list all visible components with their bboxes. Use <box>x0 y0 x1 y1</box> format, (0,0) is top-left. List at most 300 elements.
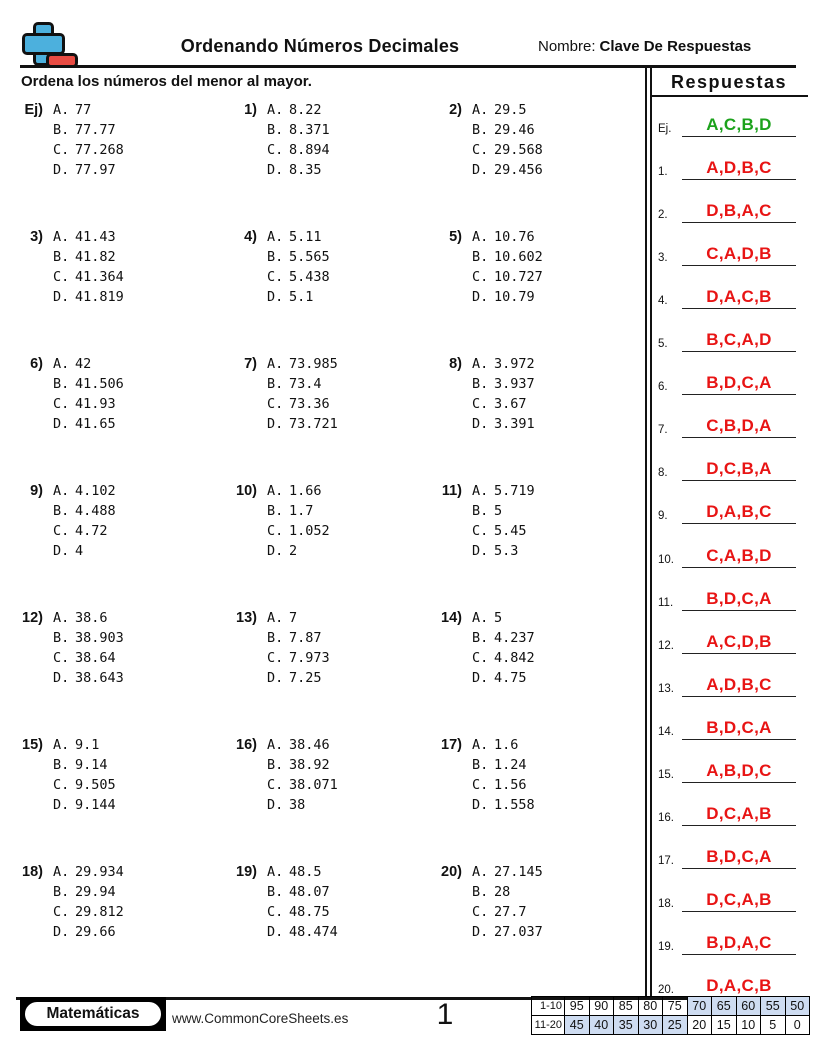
option-letter: A. <box>267 102 284 118</box>
option-line <box>267 140 330 160</box>
problem-number: 15) <box>22 737 43 753</box>
option-line <box>472 160 543 180</box>
option-letter: A. <box>472 229 489 245</box>
option-value: 73.36 <box>289 396 330 412</box>
answer-value: C,B,D,A <box>682 416 796 438</box>
option-letter: D. <box>267 416 284 432</box>
option-line <box>472 481 535 501</box>
option-value: 41.43 <box>75 229 116 245</box>
option-letter: D. <box>472 162 489 178</box>
option-line <box>53 394 124 414</box>
grade-cell: 80 <box>638 997 663 1016</box>
option-letter: D. <box>267 670 284 686</box>
answer-value: D,C,B,A <box>682 459 796 481</box>
option-value: 1.558 <box>494 797 535 813</box>
option-value: 1.052 <box>289 523 330 539</box>
option-value: 5.719 <box>494 483 535 499</box>
option-letter: C. <box>53 396 70 412</box>
option-value: 29.46 <box>494 122 535 138</box>
answers-title: Respuestas <box>650 72 808 97</box>
option-letter: A. <box>53 483 70 499</box>
grade-cell: 65 <box>712 997 737 1016</box>
option-letter: D. <box>472 797 489 813</box>
option-letter: A. <box>267 483 284 499</box>
problem <box>17 862 124 942</box>
problem-number: 20) <box>441 864 462 880</box>
answer-row <box>652 106 812 137</box>
option-line <box>53 140 124 160</box>
option-value: 10.76 <box>494 229 535 245</box>
option-letter: D. <box>472 416 489 432</box>
option-letter: C. <box>267 396 284 412</box>
grade-cell: 70 <box>687 997 712 1016</box>
option-value: 1.6 <box>494 737 519 753</box>
option-line <box>53 755 116 775</box>
grade-row-label: 11-20 <box>532 1016 565 1035</box>
problem-number: 3) <box>30 229 43 245</box>
answer-row <box>652 149 812 180</box>
problem <box>17 227 124 307</box>
option-value: 38.071 <box>289 777 338 793</box>
option-line <box>53 501 116 521</box>
option-line <box>267 481 330 501</box>
option-line <box>472 668 535 688</box>
option-letter: A. <box>53 864 70 880</box>
option-value: 7.25 <box>289 670 322 686</box>
grade-cell: 75 <box>663 997 688 1016</box>
option-line <box>472 287 543 307</box>
problem-options <box>472 227 543 307</box>
answer-value: B,D,C,A <box>682 589 796 611</box>
option-letter: C. <box>53 269 70 285</box>
option-line <box>53 521 116 541</box>
option-value: 41.93 <box>75 396 116 412</box>
grade-cell: 20 <box>687 1016 712 1035</box>
option-line <box>267 100 330 120</box>
answer-row <box>652 407 812 438</box>
option-value: 8.371 <box>289 122 330 138</box>
option-letter: B. <box>53 249 70 265</box>
problem-options <box>267 227 330 307</box>
option-value: 10.727 <box>494 269 543 285</box>
answer-row <box>652 364 812 395</box>
problem <box>231 481 330 561</box>
answer-number-label: 6. <box>658 381 668 394</box>
problem-options <box>267 862 338 942</box>
option-line <box>267 922 338 942</box>
option-line <box>53 354 124 374</box>
answer-row <box>652 709 812 740</box>
option-line <box>53 374 124 394</box>
option-value: 1.7 <box>289 503 314 519</box>
option-letter: D. <box>472 543 489 559</box>
option-line <box>472 608 535 628</box>
option-value: 73.4 <box>289 376 322 392</box>
problem-number: 4) <box>244 229 257 245</box>
option-line <box>53 628 124 648</box>
option-letter: B. <box>267 122 284 138</box>
option-letter: B. <box>472 249 489 265</box>
option-letter: B. <box>53 757 70 773</box>
option-line <box>472 521 535 541</box>
option-value: 29.66 <box>75 924 116 940</box>
problem <box>436 608 535 688</box>
answer-number-label: 10. <box>658 553 674 566</box>
option-value: 41.819 <box>75 289 124 305</box>
option-letter: C. <box>472 142 489 158</box>
option-line <box>472 227 543 247</box>
option-line <box>53 160 124 180</box>
answer-value: A,D,B,C <box>682 158 796 180</box>
answer-value: D,A,B,C <box>682 502 796 524</box>
problem-options <box>472 735 535 815</box>
answer-value: D,C,A,B <box>682 890 796 912</box>
option-line <box>267 668 330 688</box>
option-line <box>53 608 124 628</box>
option-value: 4.237 <box>494 630 535 646</box>
problem-number: Ej) <box>24 102 43 118</box>
answer-row <box>652 321 812 352</box>
option-line <box>53 481 116 501</box>
option-line <box>53 735 116 755</box>
option-letter: B. <box>53 503 70 519</box>
option-value: 4.842 <box>494 650 535 666</box>
option-line <box>267 862 338 882</box>
grade-row <box>532 1016 810 1035</box>
answer-number-label: 1. <box>658 166 668 179</box>
problem <box>17 100 124 180</box>
option-letter: A. <box>472 102 489 118</box>
option-value: 9.505 <box>75 777 116 793</box>
option-letter: D. <box>267 162 284 178</box>
grade-cell: 35 <box>614 1016 639 1035</box>
option-value: 5.1 <box>289 289 314 305</box>
answer-number-label: 11. <box>658 596 674 609</box>
option-letter: B. <box>267 630 284 646</box>
option-value: 3.67 <box>494 396 527 412</box>
option-letter: D. <box>472 924 489 940</box>
option-value: 4.72 <box>75 523 108 539</box>
problem <box>436 481 535 561</box>
answer-number-label: 8. <box>658 467 668 480</box>
option-value: 5 <box>494 610 503 626</box>
option-value: 1.24 <box>494 757 527 773</box>
option-line <box>472 267 543 287</box>
option-letter: D. <box>53 416 70 432</box>
problem <box>231 862 338 942</box>
problem-number: 19) <box>236 864 257 880</box>
problem <box>231 608 330 688</box>
option-line <box>53 882 124 902</box>
option-line <box>472 882 543 902</box>
grade-cell: 15 <box>712 1016 737 1035</box>
option-letter: C. <box>53 904 70 920</box>
grade-cell: 55 <box>761 997 786 1016</box>
option-line <box>53 775 116 795</box>
option-value: 5 <box>494 503 503 519</box>
answer-number-label: 15. <box>658 768 674 781</box>
problem <box>231 735 338 815</box>
problem-options <box>267 354 338 434</box>
option-line <box>53 100 124 120</box>
option-line <box>267 755 338 775</box>
problem <box>436 735 535 815</box>
problem-number: 1) <box>244 102 257 118</box>
grade-cell: 85 <box>614 997 639 1016</box>
grade-row <box>532 997 810 1016</box>
option-value: 29.456 <box>494 162 543 178</box>
option-line <box>267 521 330 541</box>
answer-number-label: 7. <box>658 424 668 437</box>
option-value: 3.937 <box>494 376 535 392</box>
option-letter: C. <box>472 396 489 412</box>
option-value: 38 <box>289 797 306 813</box>
option-value: 48.474 <box>289 924 338 940</box>
option-line <box>472 795 535 815</box>
answer-value: B,C,A,D <box>682 330 796 352</box>
option-line <box>53 247 124 267</box>
option-letter: D. <box>53 670 70 686</box>
grade-cell: 95 <box>565 997 590 1016</box>
option-value: 7.87 <box>289 630 322 646</box>
grade-cell: 60 <box>736 997 761 1016</box>
option-line <box>472 628 535 648</box>
option-line <box>267 902 338 922</box>
option-value: 48.07 <box>289 884 330 900</box>
problem-number: 2) <box>449 102 462 118</box>
answer-row <box>652 537 812 568</box>
problem <box>436 227 543 307</box>
option-value: 73.721 <box>289 416 338 432</box>
option-line <box>267 394 338 414</box>
problem-options <box>472 481 535 561</box>
grade-cell: 25 <box>663 1016 688 1035</box>
option-letter: B. <box>472 630 489 646</box>
problem-number: 5) <box>449 229 462 245</box>
brand-box <box>20 997 166 1031</box>
grade-cell: 5 <box>761 1016 786 1035</box>
option-letter: B. <box>472 884 489 900</box>
problem-options <box>53 862 124 942</box>
option-letter: C. <box>472 777 489 793</box>
answer-row <box>652 838 812 869</box>
answer-value: D,A,C,B <box>682 287 796 309</box>
page-number: 1 <box>436 998 454 1031</box>
option-value: 77 <box>75 102 92 118</box>
option-letter: B. <box>472 376 489 392</box>
option-letter: D. <box>53 289 70 305</box>
option-line <box>267 608 330 628</box>
option-value: 5.438 <box>289 269 330 285</box>
problem <box>17 481 116 561</box>
answer-number-label: 19. <box>658 940 674 953</box>
option-value: 10.79 <box>494 289 535 305</box>
problem-number: 8) <box>449 356 462 372</box>
option-line <box>472 374 535 394</box>
answer-number-label: 13. <box>658 682 674 695</box>
option-value: 3.972 <box>494 356 535 372</box>
answer-row <box>652 623 812 654</box>
option-value: 2 <box>289 543 298 559</box>
answer-number-label: 16. <box>658 811 674 824</box>
problem-options <box>53 100 124 180</box>
brand-badge: Matemáticas <box>23 1000 163 1028</box>
option-line <box>472 775 535 795</box>
answer-number-label: 3. <box>658 252 668 265</box>
option-line <box>472 394 535 414</box>
answer-row <box>652 450 812 481</box>
grade-cell: 90 <box>589 997 614 1016</box>
option-line <box>472 100 543 120</box>
option-value: 41.82 <box>75 249 116 265</box>
option-letter: A. <box>53 356 70 372</box>
option-letter: A. <box>267 610 284 626</box>
option-letter: C. <box>472 269 489 285</box>
option-letter: B. <box>472 503 489 519</box>
option-line <box>472 755 535 775</box>
option-line <box>267 795 338 815</box>
option-letter: B. <box>267 249 284 265</box>
grade-cell: 0 <box>785 1016 810 1035</box>
name-label: Nombre: <box>538 38 596 55</box>
problem-options <box>472 862 543 942</box>
website-text: www.CommonCoreSheets.es <box>172 1011 349 1026</box>
option-letter: A. <box>472 610 489 626</box>
option-value: 29.94 <box>75 884 116 900</box>
problem-options <box>53 481 116 561</box>
answer-row <box>652 666 812 697</box>
option-letter: A. <box>53 610 70 626</box>
option-letter: D. <box>53 924 70 940</box>
problem-options <box>267 608 330 688</box>
grade-cell: 40 <box>589 1016 614 1035</box>
problem-number: 10) <box>236 483 257 499</box>
option-letter: A. <box>53 229 70 245</box>
option-line <box>267 287 330 307</box>
option-value: 27.037 <box>494 924 543 940</box>
option-value: 77.77 <box>75 122 116 138</box>
option-value: 77.97 <box>75 162 116 178</box>
answer-value: A,B,D,C <box>682 761 796 783</box>
option-value: 73.985 <box>289 356 338 372</box>
option-letter: C. <box>267 142 284 158</box>
problem-number: 16) <box>236 737 257 753</box>
option-letter: C. <box>472 523 489 539</box>
option-letter: B. <box>53 122 70 138</box>
option-letter: C. <box>53 142 70 158</box>
problem-options <box>267 735 338 815</box>
option-line <box>472 354 535 374</box>
option-line <box>53 922 124 942</box>
answer-value: A,D,B,C <box>682 675 796 697</box>
problem-number: 18) <box>22 864 43 880</box>
option-value: 9.1 <box>75 737 100 753</box>
option-line <box>472 862 543 882</box>
problem-number: 13) <box>236 610 257 626</box>
option-line <box>472 735 535 755</box>
problem <box>436 862 543 942</box>
instruction-text: Ordena los números del menor al mayor. <box>21 73 312 90</box>
option-line <box>53 541 116 561</box>
worksheet-title: Ordenando Números Decimales <box>180 36 460 56</box>
option-letter: D. <box>53 543 70 559</box>
option-line <box>267 227 330 247</box>
name-value: Clave De Respuestas <box>599 38 752 55</box>
answer-number-label: 2. <box>658 209 668 222</box>
answer-number-label: 20. <box>658 984 674 996</box>
answer-value: B,D,C,A <box>682 718 796 740</box>
option-line <box>267 414 338 434</box>
option-line <box>267 267 330 287</box>
problem <box>17 354 124 434</box>
option-line <box>53 267 124 287</box>
option-value: 38.64 <box>75 650 116 666</box>
problem <box>17 608 124 688</box>
option-letter: C. <box>53 650 70 666</box>
answer-row <box>652 795 812 826</box>
option-line <box>53 668 124 688</box>
option-letter: B. <box>267 884 284 900</box>
problem-options <box>53 354 124 434</box>
option-value: 5.45 <box>494 523 527 539</box>
problem-number: 14) <box>441 610 462 626</box>
panel-divider-outer <box>645 67 647 998</box>
problem <box>17 735 116 815</box>
option-value: 9.14 <box>75 757 108 773</box>
option-line <box>267 648 330 668</box>
answer-value: C,A,D,B <box>682 244 796 266</box>
problem <box>231 227 330 307</box>
answer-row <box>652 192 812 223</box>
option-value: 4 <box>75 543 84 559</box>
option-letter: B. <box>267 503 284 519</box>
problem-options <box>472 608 535 688</box>
option-value: 38.92 <box>289 757 330 773</box>
option-letter: A. <box>267 737 284 753</box>
grade-cell: 45 <box>565 1016 590 1035</box>
option-value: 5.3 <box>494 543 519 559</box>
option-value: 8.35 <box>289 162 322 178</box>
option-value: 38.903 <box>75 630 124 646</box>
problem-options <box>472 100 543 180</box>
problem-options <box>267 100 330 180</box>
grade-cell: 10 <box>736 1016 761 1035</box>
problem-options <box>53 227 124 307</box>
option-value: 1.66 <box>289 483 322 499</box>
option-line <box>53 120 124 140</box>
option-line <box>53 227 124 247</box>
option-line <box>267 882 338 902</box>
option-letter: C. <box>267 650 284 666</box>
option-value: 10.602 <box>494 249 543 265</box>
problem-options <box>472 354 535 434</box>
option-letter: D. <box>267 289 284 305</box>
option-letter: D. <box>472 289 489 305</box>
option-value: 9.144 <box>75 797 116 813</box>
option-value: 29.568 <box>494 142 543 158</box>
option-value: 42 <box>75 356 92 372</box>
option-line <box>53 795 116 815</box>
option-letter: A. <box>267 356 284 372</box>
option-line <box>472 902 543 922</box>
option-value: 4.488 <box>75 503 116 519</box>
option-letter: A. <box>472 483 489 499</box>
option-line <box>53 902 124 922</box>
answer-row <box>652 752 812 783</box>
answer-row <box>652 967 812 998</box>
option-line <box>472 648 535 668</box>
option-letter: D. <box>472 670 489 686</box>
